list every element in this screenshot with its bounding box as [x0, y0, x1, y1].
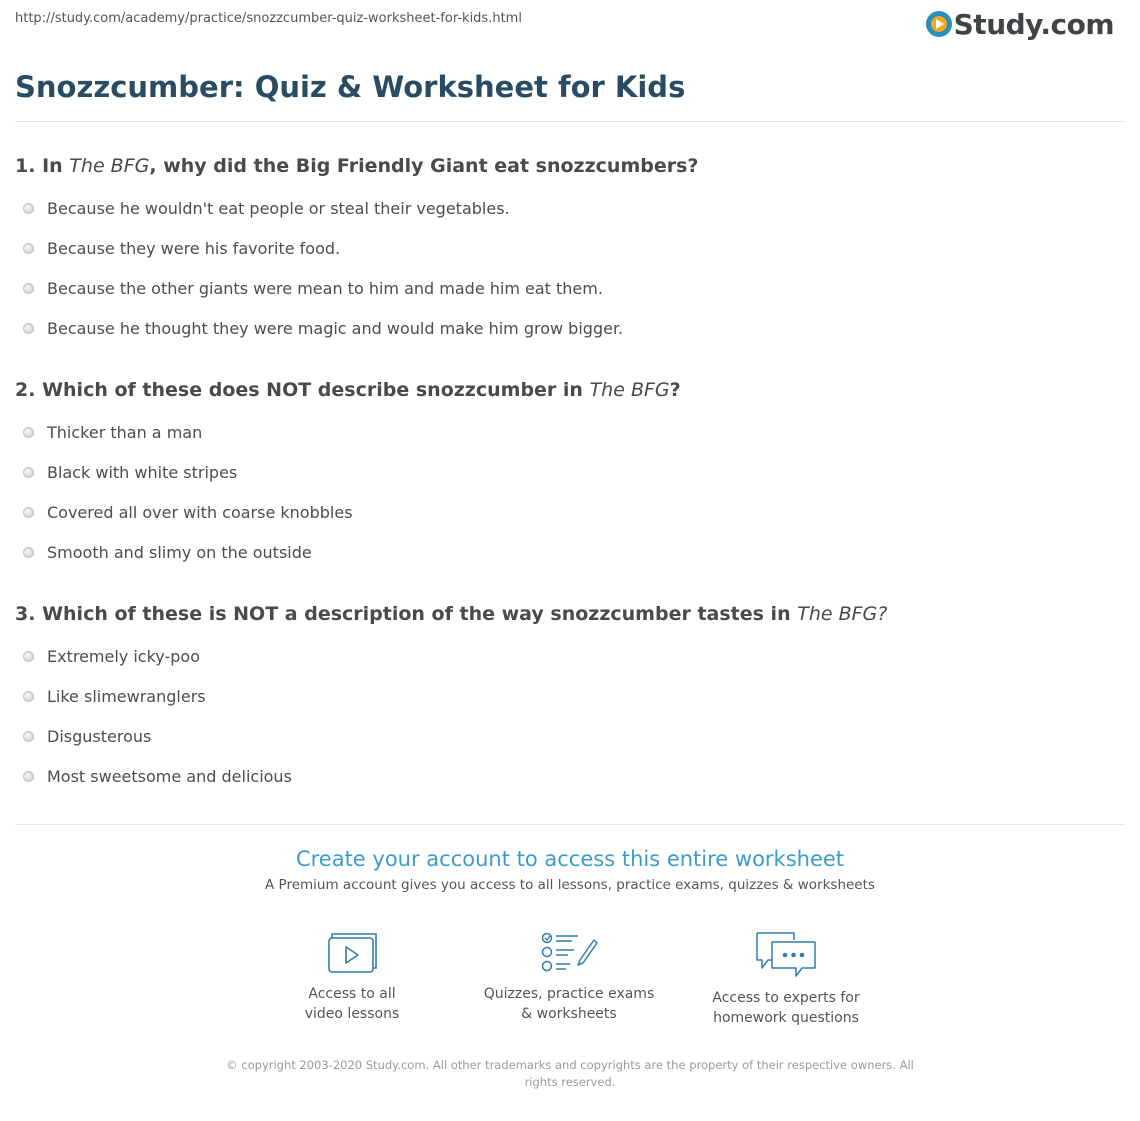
radio-button[interactable] — [23, 243, 34, 254]
radio-button[interactable] — [23, 731, 34, 742]
feature-label: Quizzes, practice exams — [483, 986, 655, 1002]
answer-choice[interactable] — [23, 238, 340, 258]
answer-text: Because the other giants were mean to him and made him eat them. — [47, 278, 603, 298]
answer-text: Like slimewranglers — [47, 686, 206, 706]
radio-button[interactable] — [23, 203, 34, 214]
play-logo-icon — [926, 11, 952, 37]
answer-text: Because they were his favorite food. — [47, 238, 341, 258]
video-lesson-icon — [326, 930, 378, 976]
logo-text: Study.com — [953, 7, 1114, 41]
page-title: Snozzcumber: Quiz & Worksheet for Kids — [15, 70, 686, 104]
answer-choice[interactable] — [23, 726, 151, 746]
radio-button[interactable] — [23, 323, 34, 334]
answer-text: Smooth and slimy on the outside — [47, 542, 312, 562]
answer-choice[interactable] — [23, 766, 292, 786]
answer-text: Black with white stripes — [47, 462, 238, 482]
radio-button[interactable] — [23, 427, 34, 438]
study-logo[interactable] — [926, 7, 1114, 41]
copyright-notice: © copyright 2003-2020 Study.com. All other trademarks and copyrights are the property of their respective owners. All rights reserved. — [226, 1058, 914, 1089]
feature-label: Access to experts for — [712, 990, 860, 1006]
answer-text: Disgusterous — [47, 726, 152, 746]
feature-label: & worksheets — [521, 1006, 617, 1022]
quiz-list-icon — [540, 930, 598, 976]
radio-button[interactable] — [23, 771, 34, 782]
answer-choice[interactable] — [23, 422, 202, 442]
feature-label: Access to all — [308, 986, 396, 1002]
feature-label: video lessons — [304, 1006, 400, 1022]
radio-button[interactable] — [23, 467, 34, 478]
radio-button[interactable] — [23, 283, 34, 294]
chat-bubbles-icon — [754, 930, 818, 980]
answer-text: Extremely icky-poo — [47, 646, 200, 666]
answer-choice[interactable] — [23, 686, 206, 706]
feature-video-lessons — [252, 930, 452, 1024]
answer-text: Thicker than a man — [47, 422, 203, 442]
radio-button[interactable] — [23, 651, 34, 662]
feature-label: homework questions — [713, 1010, 859, 1026]
answer-text: Because he wouldn't eat people or steal their vegetables. — [47, 198, 510, 218]
answer-choice[interactable] — [23, 542, 312, 562]
question-1: 1. In The BFG, why did the Big Friendly Giant eat snozzcumbers? — [15, 155, 699, 177]
radio-button[interactable] — [23, 691, 34, 702]
answer-choice[interactable] — [23, 318, 623, 338]
radio-button[interactable] — [23, 507, 34, 518]
answer-text: Most sweetsome and delicious — [47, 766, 292, 786]
create-account-link[interactable]: Create your account to access this entire worksheet — [295, 847, 845, 871]
cta-subtitle: A Premium account gives you access to all lessons, practice exams, quizzes & worksheets — [265, 877, 875, 893]
answer-choice[interactable] — [23, 502, 353, 522]
answer-choice[interactable] — [23, 646, 200, 666]
answer-choice[interactable] — [23, 462, 237, 482]
question-2: 2. Which of these does NOT describe snozzcumber in The BFG? — [15, 379, 681, 401]
answer-text: Because he thought they were magic and would make him grow bigger. — [47, 318, 624, 338]
answer-choice[interactable] — [23, 198, 510, 218]
page-url: http://study.com/academy/practice/snozzcumber-quiz-worksheet-for-kids.html — [15, 11, 522, 26]
divider — [15, 824, 1125, 825]
radio-button[interactable] — [23, 547, 34, 558]
answer-choice[interactable] — [23, 278, 603, 298]
answer-text: Covered all over with coarse knobbles — [47, 502, 353, 522]
question-3: 3. Which of these is NOT a description of the way snozzcumber tastes in The BFG? — [15, 603, 888, 625]
divider — [15, 121, 1125, 122]
feature-experts — [686, 930, 886, 1028]
feature-quizzes — [469, 930, 669, 1024]
